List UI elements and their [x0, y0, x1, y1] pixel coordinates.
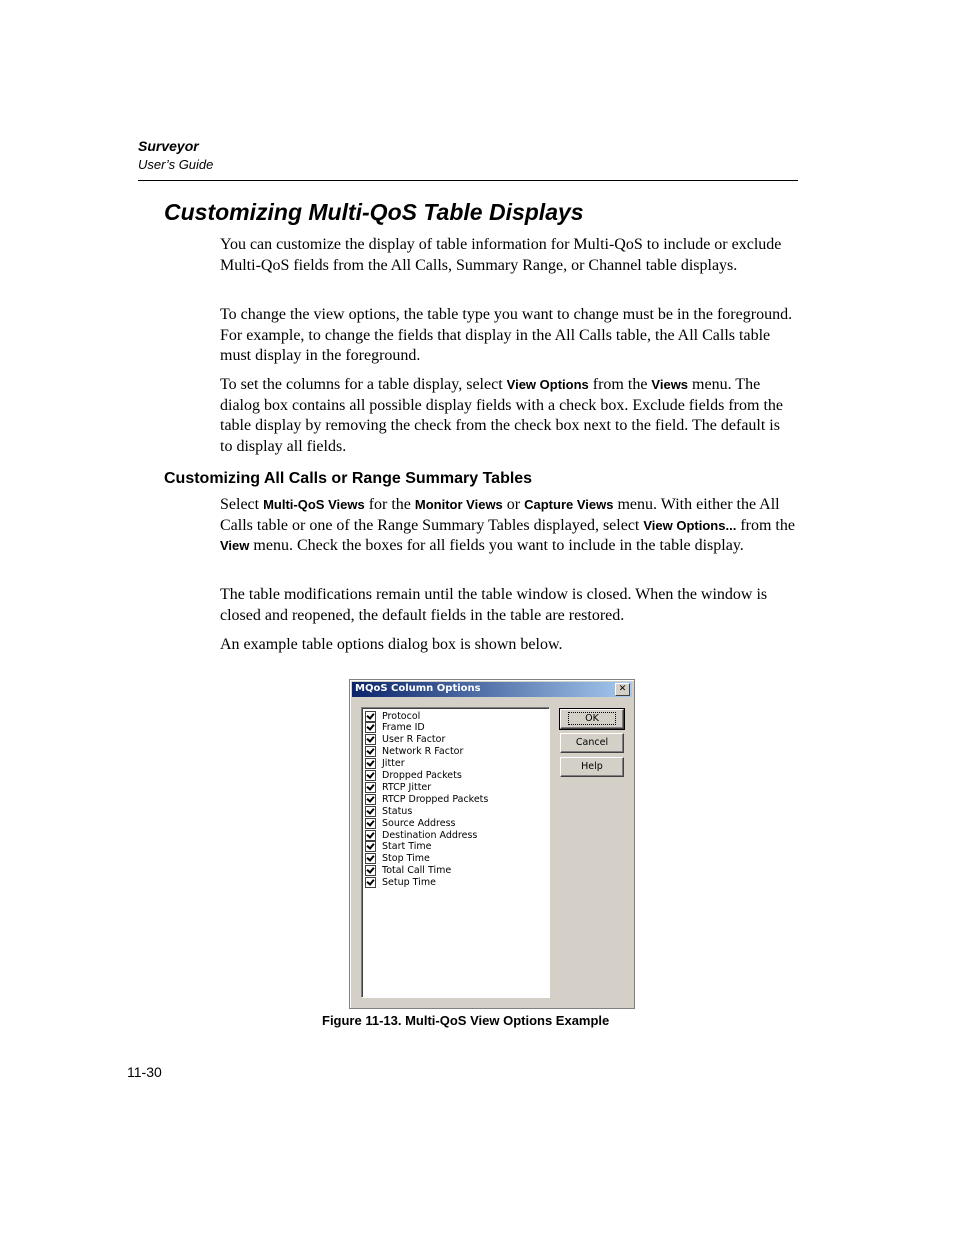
checkbox[interactable] [365, 758, 376, 769]
ui-term-view-options: View Options... [643, 517, 737, 533]
dialog-titlebar[interactable] [352, 682, 632, 697]
text-run: To set the columns for a table display, select [220, 376, 507, 393]
section-paragraph-2: To change the view options, the table type you want to change must be in the foreground. For example, to change the fields that display in the All Calls table, the All Calls table must display in the foreground. [220, 306, 793, 364]
column-option-item[interactable] [365, 734, 445, 746]
checkbox[interactable] [365, 841, 376, 852]
column-option-item[interactable] [365, 781, 431, 793]
page-number: 11-30 [127, 1064, 162, 1080]
column-option-label: Destination Address [382, 829, 478, 841]
column-option-item[interactable] [365, 841, 431, 853]
checkbox[interactable] [365, 830, 376, 841]
dialog-title: MQoS Column Options [355, 683, 481, 694]
column-option-item[interactable] [365, 865, 451, 877]
section-paragraph-3 [220, 375, 795, 457]
ui-term-view-options: View Options [506, 377, 589, 392]
ui-term-monitor-views: Monitor Views [414, 497, 503, 512]
checkbox[interactable] [365, 722, 376, 733]
column-option-item[interactable] [365, 877, 436, 889]
column-option-item[interactable] [365, 770, 462, 782]
section-paragraph-1: You can customize the display of table information for Multi-QoS to include or exclude Multi-QoS fields from the All Calls, Summary Range, or Channel table displays. [220, 236, 782, 274]
figure-caption: Figure 11-13. Multi-QoS View Options Example [322, 1013, 610, 1028]
text-run: menu. The dialog box contains all possible display fields with a check box. Exclude fields from the table display by removing the check from the check box next to the field. The default is to display all fields. [220, 376, 783, 455]
checkbox[interactable] [365, 865, 376, 876]
checkbox[interactable] [365, 794, 376, 805]
column-option-item[interactable] [365, 805, 412, 817]
help-button[interactable]: Help [560, 757, 624, 777]
column-option-label: Setup Time [382, 877, 436, 889]
column-list[interactable] [361, 707, 550, 998]
running-header-title: Surveyor [138, 138, 199, 154]
column-option-label: Network R Factor [382, 746, 464, 758]
checkbox[interactable] [365, 877, 376, 888]
ok-button[interactable] [560, 709, 624, 729]
text-run: menu. Check the boxes for all fields you want to include in the table display. [249, 537, 744, 554]
text-run: from the [736, 516, 795, 534]
text-run: or [502, 496, 525, 513]
column-option-label: Protocol [382, 710, 421, 722]
column-option-label: Stop Time [382, 853, 430, 865]
checkbox[interactable] [365, 782, 376, 793]
close-button[interactable] [615, 683, 630, 696]
column-option-label: Start Time [382, 841, 432, 853]
column-option-label: Jitter [382, 758, 405, 770]
column-option-label: User R Factor [382, 734, 446, 746]
column-option-item[interactable] [365, 758, 405, 770]
text-run: for the [364, 496, 415, 513]
close-icon: ✕ [618, 684, 627, 694]
checkbox[interactable] [365, 711, 376, 722]
mqos-column-options-dialog [349, 679, 635, 1009]
column-option-label: RTCP Jitter [382, 781, 432, 793]
column-option-item[interactable] [365, 793, 488, 805]
cancel-button[interactable]: Cancel [560, 733, 624, 753]
text-run: from the [588, 376, 652, 393]
header-rule [138, 180, 798, 181]
checkbox[interactable] [365, 806, 376, 817]
running-header-subtitle: User’s Guide [138, 157, 214, 172]
ui-term-view: View [220, 538, 250, 553]
checkbox[interactable] [365, 818, 376, 829]
column-option-item[interactable] [365, 722, 425, 734]
checkbox[interactable] [365, 734, 376, 745]
section-heading: Customizing Multi-QoS Table Displays [164, 199, 584, 225]
column-option-item[interactable] [365, 829, 477, 841]
column-option-label: Dropped Packets [382, 770, 462, 781]
ui-term-views: Views [651, 377, 689, 392]
column-option-item[interactable] [365, 710, 420, 722]
subsection-paragraph-1 [220, 495, 795, 557]
column-option-label: Total Call Time [382, 865, 452, 877]
column-option-item[interactable] [365, 746, 463, 758]
subsection-paragraph-2: The table modifications remain until the table window is closed. When the window is closed and reopened, the default fields in the table are restored. [220, 586, 768, 624]
column-option-label: Source Address [382, 817, 456, 829]
column-option-item[interactable] [365, 817, 455, 829]
ui-term-capture-views: Capture Views [524, 497, 614, 512]
checkbox[interactable] [365, 853, 376, 864]
ok-button-label: OK [568, 712, 616, 725]
column-option-label: Frame ID [382, 722, 425, 734]
subsection-paragraph-3: An example table options dialog box is shown below. [220, 636, 563, 653]
subsection-heading: Customizing All Calls or Range Summary Tables [164, 470, 533, 487]
column-option-label: RTCP Dropped Packets [382, 793, 489, 805]
checkbox[interactable] [365, 746, 376, 757]
text-run: menu. With either the All Calls table or one of the Range Summary Tables displayed, select [220, 496, 780, 534]
text-run: Select [220, 496, 264, 513]
ui-term-multi-qos-views: Multi-QoS Views [263, 497, 365, 512]
column-option-item[interactable] [365, 853, 430, 865]
column-option-label: Status [382, 805, 413, 817]
checkbox[interactable] [365, 770, 376, 781]
